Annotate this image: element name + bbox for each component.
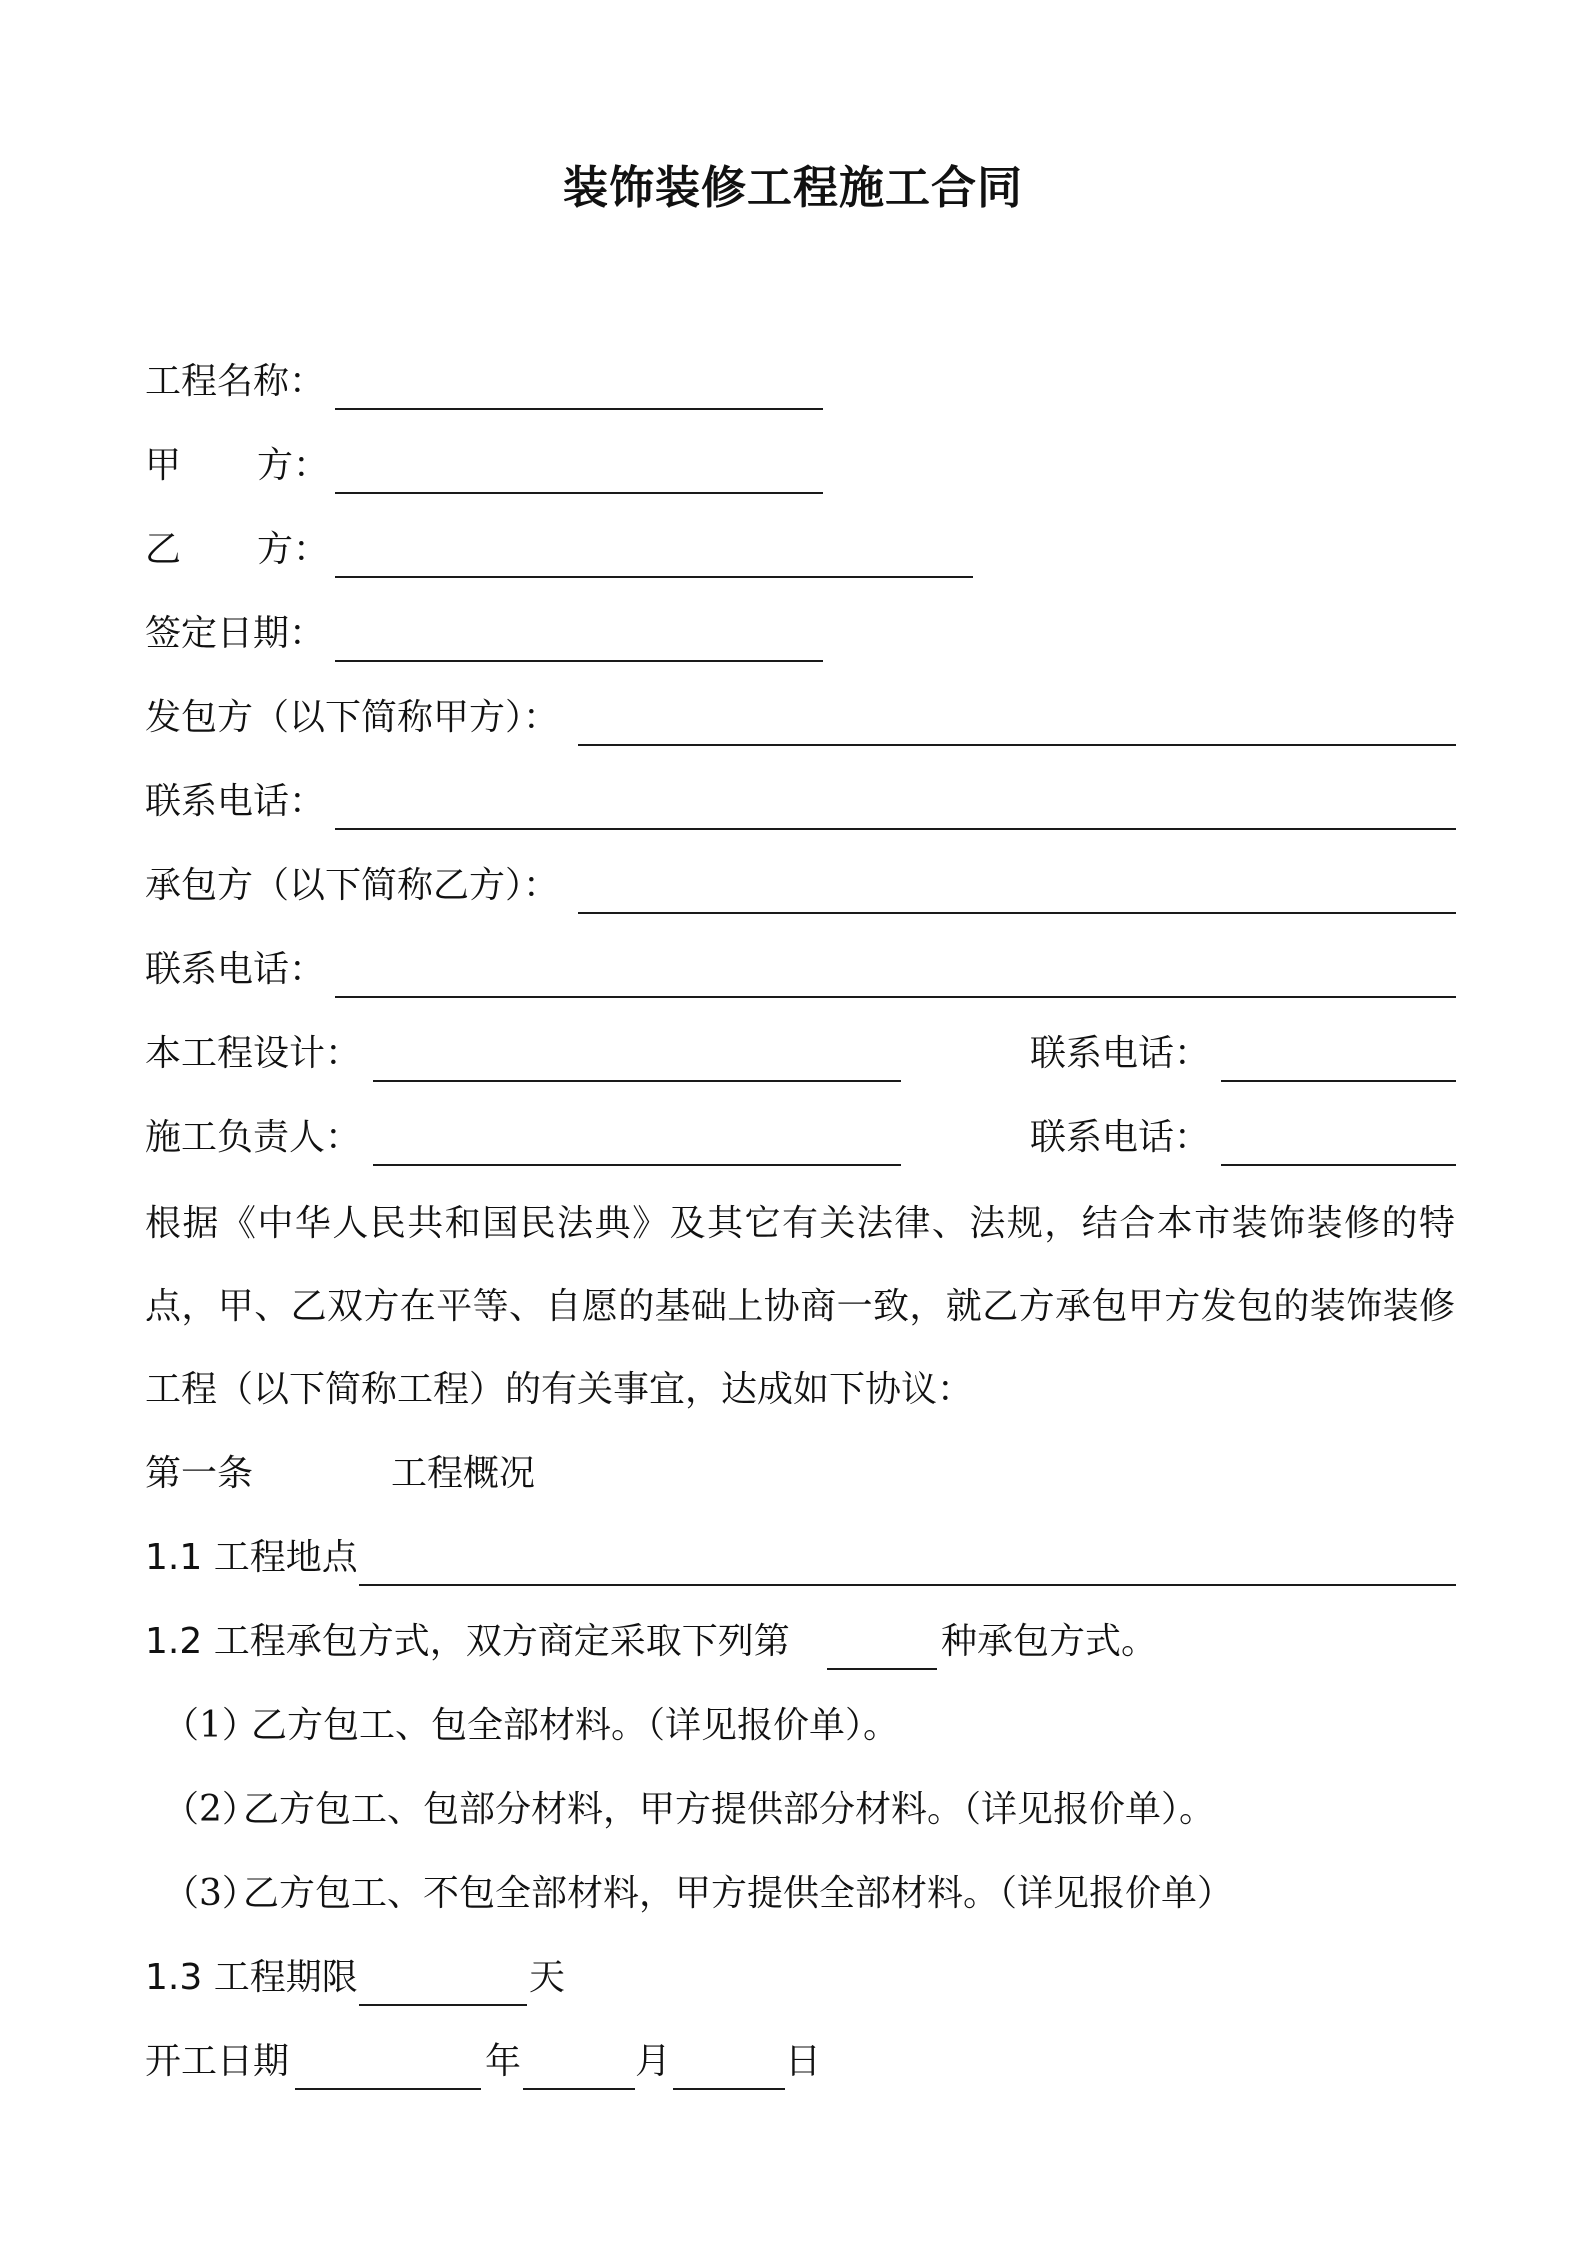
month-label: 月 [635,2041,672,2082]
employer-label: 发包方（以下简称甲方）： [145,697,560,738]
page-title: 装饰装修工程施工合同 [562,161,1023,214]
start-date-label: 开工日期 [145,2041,290,2082]
start-month-blank[interactable] [523,2088,635,2090]
clause-1-2-before: 1.2 工程承包方式，双方商定采取下列第 [145,1621,790,1662]
designer-label: 本工程设计： [145,1033,362,1074]
party-b-label-1: 乙 [145,529,182,570]
project-name-blank[interactable] [335,408,823,410]
option-text: 乙方包工、包部分材料，甲方提供部分材料。（详见报价单）。 [243,1789,1216,1830]
contractor-phone-blank[interactable] [335,996,1456,998]
duration-blank[interactable] [359,2004,527,2006]
employer-blank[interactable] [578,744,1456,746]
contractor-blank[interactable] [578,912,1456,914]
party-b-blank[interactable] [335,576,973,578]
clause-1-1-label: 1.1 工程地点 [145,1537,358,1578]
option-text: 乙方包工、不包全部材料，甲方提供全部材料。（详见报价单） [243,1873,1234,1914]
start-day-blank[interactable] [673,2088,785,2090]
employer-phone-label: 联系电话： [145,781,326,822]
construction-lead-label: 施工负责人： [145,1117,362,1158]
project-location-blank[interactable] [359,1584,1456,1586]
article-number: 第一条 [145,1453,254,1494]
project-name-label: 工程名称： [145,361,326,402]
sign-date-blank[interactable] [335,660,823,662]
clause-1-2-after: 种承包方式。 [941,1621,1158,1662]
party-b-label-2: 方： [257,529,330,570]
clause-1-3-after: 天 [529,1957,566,1998]
day-label: 日 [785,2041,822,2082]
designer-phone-label: 联系电话： [1030,1033,1211,1074]
designer-blank[interactable] [373,1080,901,1082]
option-number: （2） [163,1789,258,1830]
option-number: （1） [163,1705,258,1746]
clause-1-3-before: 1.3 工程期限 [145,1957,358,1998]
contractor-phone-label: 联系电话： [145,949,326,990]
party-a-blank[interactable] [335,492,823,494]
article-title: 工程概况 [391,1453,536,1494]
construction-lead-blank[interactable] [373,1164,901,1166]
employer-phone-blank[interactable] [335,828,1456,830]
year-label: 年 [485,2041,522,2082]
contractor-label: 承包方（以下简称乙方）： [145,865,560,906]
start-year-blank[interactable] [295,2088,481,2090]
lead-phone-label: 联系电话： [1030,1117,1211,1158]
designer-phone-blank[interactable] [1221,1080,1456,1082]
contract-mode-blank[interactable] [827,1668,937,1670]
party-a-label-1: 甲 [145,445,182,486]
sign-date-label: 签定日期： [145,613,326,654]
party-a-label-2: 方： [257,445,330,486]
intro-paragraph: 根据《中华人民共和国民法典》及其它有关法律、法规，结合本市装饰装修的特点，甲、乙双方在平等、自愿的基础上协商一致，就乙方承包甲方发包的装饰装修工程（以下简称工程）的有关事宜，达成如下协议： [145,1203,1455,1410]
option-number: （3） [163,1873,258,1914]
lead-phone-blank[interactable] [1221,1164,1456,1166]
option-text: 乙方包工、包全部材料。（详见报价单）。 [251,1705,900,1746]
